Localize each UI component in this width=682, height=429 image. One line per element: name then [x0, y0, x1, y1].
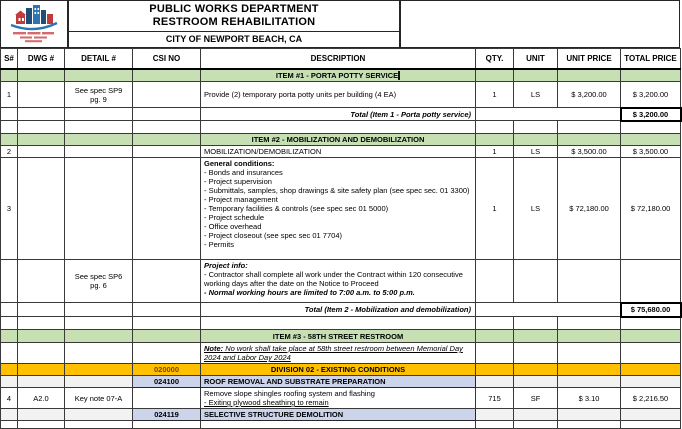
cell-desc: Provide (2) temporary porta potty units per building (4 EA): [201, 82, 476, 108]
cell-detail: [65, 121, 133, 134]
cell-qty: 1: [476, 146, 514, 158]
col-header-unit: UNIT: [514, 49, 558, 69]
cell-tp: [621, 260, 681, 303]
cell-up: [558, 317, 621, 330]
cell-csi: 024119: [133, 409, 201, 421]
cell-unit: LS: [514, 146, 558, 158]
cell-s: [1, 317, 18, 330]
cell-qty: [476, 330, 514, 343]
item-row: [1, 388, 681, 409]
cell-csi: [133, 82, 201, 108]
cell-tp: $ 3,500.00: [621, 146, 681, 158]
cell-qty: [476, 421, 514, 429]
cell-qty: 1: [476, 82, 514, 108]
cell-qty: [476, 121, 514, 134]
cell-desc: MOBILIZATION/DEMOBILIZATION: [201, 146, 476, 158]
cell-tp: $ 75,680.00: [621, 303, 681, 317]
cell-detail: [65, 108, 133, 121]
cell-dwg: A2.0: [18, 388, 65, 409]
cell-desc: SELECTIVE STRUCTURE DEMOLITION: [201, 409, 476, 421]
cell-s: [1, 108, 18, 121]
cell-detail: See spec SP6 pg. 6: [65, 260, 133, 303]
bid-table: [0, 48, 682, 429]
cell-tp: $ 72,180.00: [621, 158, 681, 260]
cell-desc: [201, 121, 476, 134]
subsection-row: [1, 376, 681, 388]
logo-box: [0, 0, 68, 48]
cell-qty: 715: [476, 388, 514, 409]
document-title: [69, 1, 399, 31]
cell-s: [1, 69, 18, 82]
cell-detail: [65, 317, 133, 330]
cell-detail: [65, 376, 133, 388]
col-header-qty: QTY.: [476, 49, 514, 69]
document-subtitle: CITY OF NEWPORT BEACH, CA: [69, 31, 399, 47]
cell-dwg: [18, 146, 65, 158]
cell-csi: [133, 146, 201, 158]
cell-qty: [476, 69, 514, 82]
cell-dwg: [18, 158, 65, 260]
cell-detail: Key note 07-A: [65, 388, 133, 409]
cell-s: [1, 330, 18, 343]
cell-unit: [514, 134, 558, 146]
cell-csi: [133, 388, 201, 409]
section-row: [1, 330, 681, 343]
cell-s: [1, 376, 18, 388]
cell-up: $ 3,500.00: [558, 146, 621, 158]
item-row: [1, 260, 681, 303]
cell-dwg: [18, 330, 65, 343]
cell-merged: [476, 303, 621, 317]
cell-qty: [476, 317, 514, 330]
empty-row: [1, 421, 681, 429]
cell-detail: [65, 158, 133, 260]
cell-dwg: [18, 121, 65, 134]
cell-csi: [133, 260, 201, 303]
cell-csi: [133, 330, 201, 343]
header-empty-box: [400, 0, 680, 48]
cell-unit: [514, 330, 558, 343]
cell-detail: [65, 146, 133, 158]
cell-csi: [133, 343, 201, 364]
cell-unit: [514, 260, 558, 303]
cell-s: [1, 134, 18, 146]
document-header: [0, 0, 680, 48]
cell-merged: [476, 108, 621, 121]
item-row: [1, 158, 681, 260]
section-row: [1, 134, 681, 146]
cell-csi: [133, 303, 201, 317]
cell-detail: [65, 69, 133, 82]
title-line2: RESTROOM REHABILITATION: [152, 16, 316, 28]
cell-dwg: [18, 108, 65, 121]
cell-dwg: [18, 260, 65, 303]
cell-dwg: [18, 409, 65, 421]
cell-up: [558, 364, 621, 376]
title-line1: PUBLIC WORKS DEPARTMENT: [149, 3, 319, 15]
cell-up: [558, 260, 621, 303]
cell-up: $ 72,180.00: [558, 158, 621, 260]
cell-dwg: [18, 69, 65, 82]
cell-detail: [65, 409, 133, 421]
cell-s: [1, 421, 18, 429]
cell-desc: Total (Item 1 - Porta potty service): [201, 108, 476, 121]
cell-detail: [65, 134, 133, 146]
item-row: [1, 82, 681, 108]
cell-qty: [476, 409, 514, 421]
cell-detail: [65, 330, 133, 343]
cell-detail: [65, 303, 133, 317]
cell-tp: [621, 421, 681, 429]
cell-tp: $ 3,200.00: [621, 108, 681, 121]
cell-s: [1, 260, 18, 303]
cell-tp: $ 2,216.50: [621, 388, 681, 409]
cell-qty: 1: [476, 158, 514, 260]
cell-detail: [65, 364, 133, 376]
cell-up: [558, 134, 621, 146]
cell-desc: [201, 317, 476, 330]
total-row: [1, 303, 681, 317]
cell-up: [558, 330, 621, 343]
cell-up: $ 3,200.00: [558, 82, 621, 108]
cell-dwg: [18, 303, 65, 317]
cell-dwg: [18, 134, 65, 146]
cell-unit: LS: [514, 158, 558, 260]
cell-desc: ITEM #1 - PORTA POTTY SERVICE: [201, 69, 476, 82]
cell-unit: [514, 121, 558, 134]
cell-unit: [514, 421, 558, 429]
cell-qty: [476, 364, 514, 376]
cell-dwg: [18, 376, 65, 388]
col-header-csi: CSI NO: [133, 49, 201, 69]
cell-dwg: [18, 317, 65, 330]
cell-desc: Remove slope shingles roofing system and flashing - Exiting plywood sheathing to remain: [201, 388, 476, 409]
cell-tp: [621, 134, 681, 146]
cell-s: [1, 303, 18, 317]
item-row: [1, 343, 681, 364]
cell-csi: 024100: [133, 376, 201, 388]
cell-up: [558, 421, 621, 429]
cell-tp: [621, 317, 681, 330]
cell-desc: Total (Item 2 - Mobilization and demobilization): [201, 303, 476, 317]
cell-up: [558, 409, 621, 421]
cell-qty: [476, 260, 514, 303]
cell-tp: [621, 343, 681, 364]
cell-qty: [476, 343, 514, 364]
cell-detail: See spec SP9 pg. 9: [65, 82, 133, 108]
cell-desc: [201, 421, 476, 429]
cell-dwg: [18, 364, 65, 376]
cell-csi: [133, 134, 201, 146]
cell-s: [1, 409, 18, 421]
title-box: [68, 0, 400, 48]
cell-desc: Note: No work shall take place at 58th street restroom between Memorial Day 2024 and Labor Day 2024: [201, 343, 476, 364]
col-header-total-price: TOTAL PRICE: [621, 49, 681, 69]
col-header-description: DESCRIPTION: [201, 49, 476, 69]
col-header-s: S#: [1, 49, 18, 69]
cell-up: [558, 343, 621, 364]
cell-detail: [65, 421, 133, 429]
cell-csi: 020000: [133, 364, 201, 376]
cell-unit: LS: [514, 82, 558, 108]
cell-s: [1, 343, 18, 364]
cell-unit: [514, 376, 558, 388]
cell-tp: [621, 121, 681, 134]
column-header-row: [1, 49, 681, 69]
cell-up: [558, 121, 621, 134]
subsection-row: [1, 409, 681, 421]
cell-tp: [621, 330, 681, 343]
cell-csi: [133, 69, 201, 82]
cell-s: 4: [1, 388, 18, 409]
cell-up: [558, 69, 621, 82]
cell-detail: [65, 343, 133, 364]
col-header-unit-price: UNIT PRICE: [558, 49, 621, 69]
text-cursor: [398, 71, 400, 80]
cell-csi: [133, 317, 201, 330]
cell-tp: [621, 69, 681, 82]
cell-desc: DIVISION 02 - EXISTING CONDITIONS: [201, 364, 476, 376]
cell-unit: [514, 69, 558, 82]
cell-s: [1, 121, 18, 134]
col-header-detail: DETAIL #: [65, 49, 133, 69]
cell-unit: [514, 364, 558, 376]
city-buildings-logo: [8, 4, 60, 44]
cell-desc: ROOF REMOVAL AND SUBSTRATE PREPARATION: [201, 376, 476, 388]
cell-unit: [514, 409, 558, 421]
cell-s: 2: [1, 146, 18, 158]
cell-up: $ 3.10: [558, 388, 621, 409]
cell-unit: SF: [514, 388, 558, 409]
cell-up: [558, 376, 621, 388]
cell-desc: General conditions: - Bonds and insurances - Project supervision - Submittals, samples, shop drawings & site safety plan (see spec sec. 01 3300) - Project management - Temporary facilities & controls (see spec sec 01 5000) - Project schedule - Office overhead - Project closeout (see spec sec 01 7704) - Permits: [201, 158, 476, 260]
cell-tp: [621, 409, 681, 421]
cell-dwg: [18, 343, 65, 364]
cell-csi: [133, 158, 201, 260]
col-header-dwg: DWG #: [18, 49, 65, 69]
division-row: [1, 364, 681, 376]
cell-unit: [514, 317, 558, 330]
cell-tp: $ 3,200.00: [621, 82, 681, 108]
empty-row: [1, 317, 681, 330]
cell-s: [1, 364, 18, 376]
cell-unit: [514, 343, 558, 364]
cell-csi: [133, 121, 201, 134]
cell-desc: ITEM #2 - MOBILIZATION AND DEMOBILIZATION: [201, 134, 476, 146]
item-row: [1, 146, 681, 158]
cell-qty: [476, 376, 514, 388]
empty-row: [1, 121, 681, 134]
cell-s: 1: [1, 82, 18, 108]
section-row: [1, 69, 681, 82]
cell-s: 3: [1, 158, 18, 260]
cell-qty: [476, 134, 514, 146]
cell-desc: ITEM #3 - 58TH STREET RESTROOM: [201, 330, 476, 343]
total-row: [1, 108, 681, 121]
cell-tp: [621, 364, 681, 376]
cell-csi: [133, 421, 201, 429]
cell-dwg: [18, 421, 65, 429]
cell-csi: [133, 108, 201, 121]
cell-tp: [621, 376, 681, 388]
cell-desc: Project info: - Contractor shall complete all work under the Contract within 120 consecutive working days after the date on the Notice to Proceed - Normal working hours are limited to 7:00 a.m. to 5:00 p.m.: [201, 260, 476, 303]
cell-dwg: [18, 82, 65, 108]
